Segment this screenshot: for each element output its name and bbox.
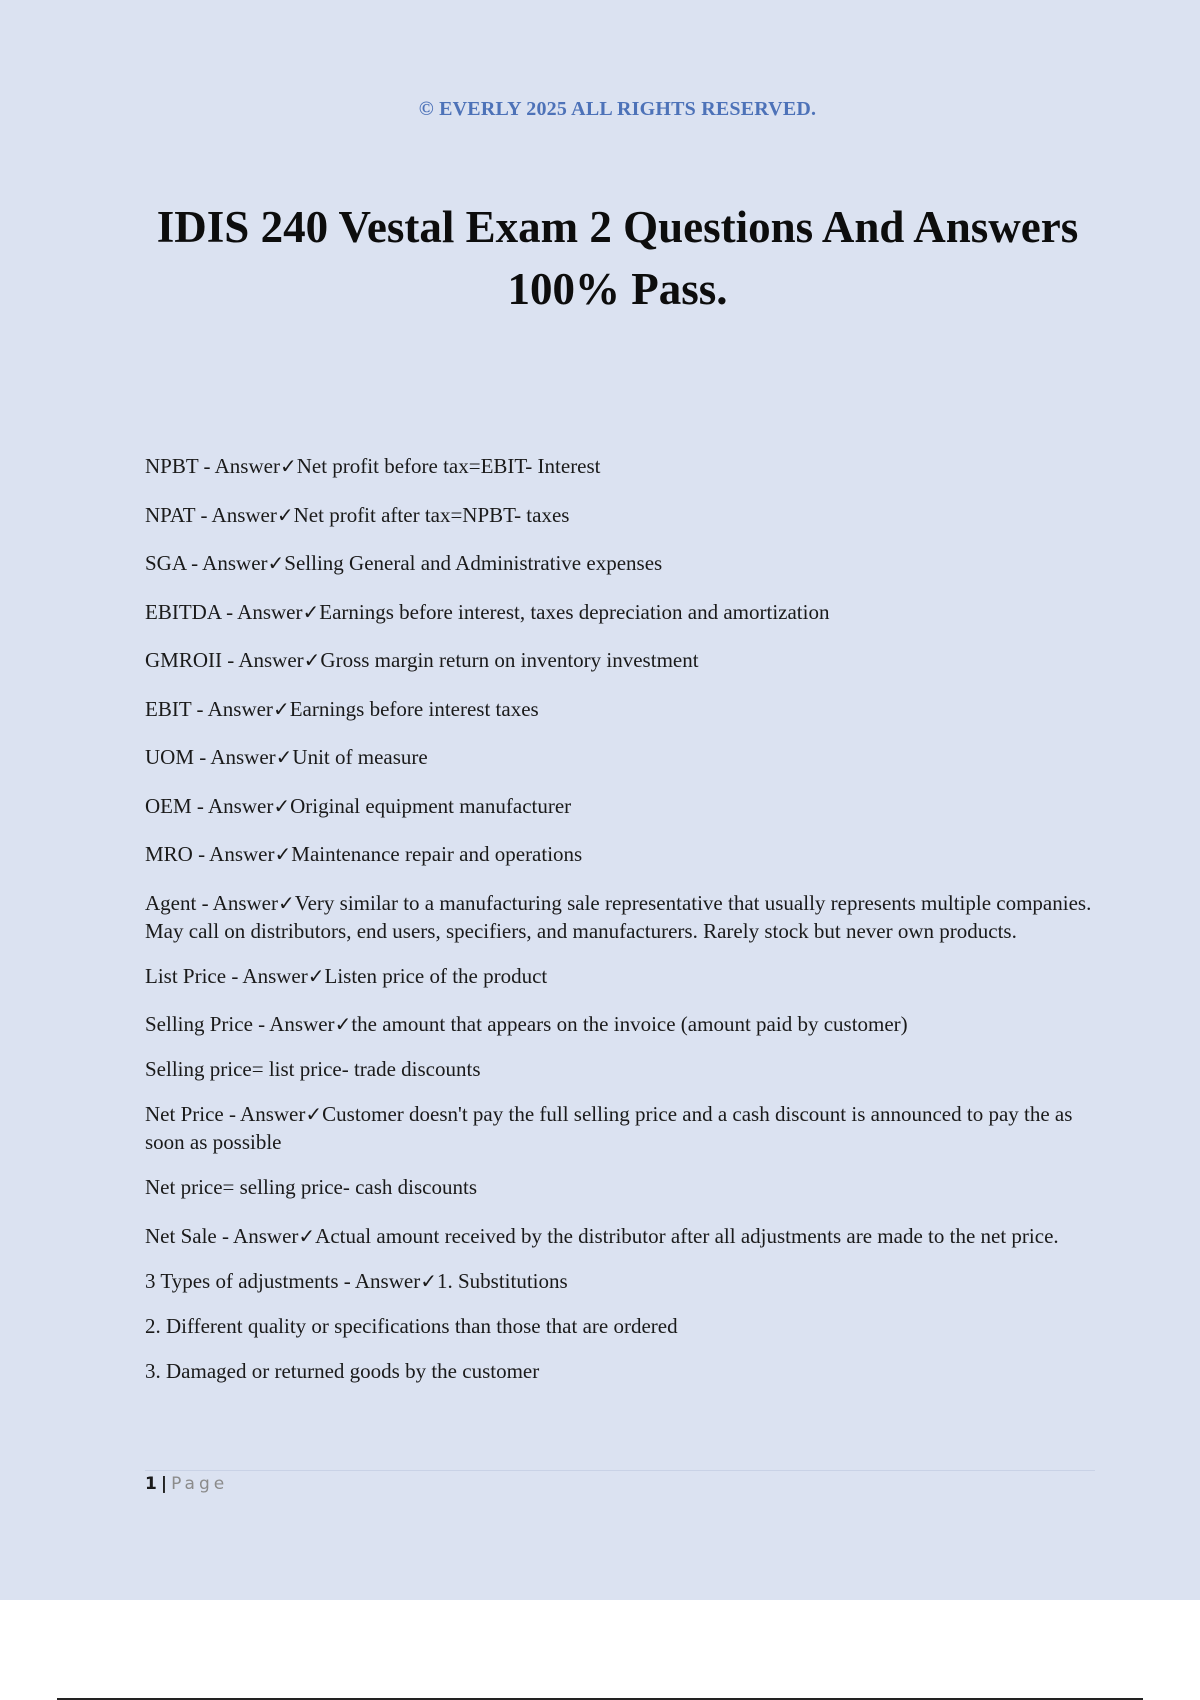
list-line: 3. Damaged or returned goods by the customer — [145, 1358, 540, 1383]
qa-item — [145, 598, 1100, 626]
qa-item — [145, 792, 1100, 820]
qa-term: MRO - Answer — [145, 842, 275, 866]
qa-answer: Net profit after tax=NPBT- taxes — [293, 502, 570, 527]
checkmark-icon: ✓ — [298, 1223, 316, 1248]
qa-item — [145, 549, 1100, 577]
qa-list — [145, 452, 1100, 1405]
qa-term: Selling Price - Answer — [145, 1012, 335, 1036]
qa-item — [145, 1267, 1100, 1295]
qa-term: OEM - Answer — [145, 793, 274, 818]
qa-item — [145, 1010, 1100, 1038]
qa-item — [145, 889, 1100, 945]
document-title: IDIS 240 Vestal Exam 2 Questions And Answers 100% Pass. — [156, 202, 1079, 314]
qa-term: EBIT - Answer — [145, 696, 273, 721]
checkmark-icon: ✓ — [302, 599, 320, 624]
qa-answer: Actual amount received by the distributor after all adjustments are made to the net price. — [315, 1223, 1059, 1248]
qa-term: 3 Types of adjustments - Answer — [145, 1268, 421, 1293]
qa-item — [145, 646, 1100, 674]
checkmark-icon: ✓ — [275, 745, 293, 769]
qa-answer: Gross margin return on inventory investment — [320, 648, 699, 672]
qa-item — [145, 743, 1100, 771]
qa-answer: Listen price of the product — [324, 963, 548, 988]
page-label: Page — [171, 1474, 229, 1494]
page-number: 1 — [145, 1474, 157, 1494]
checkmark-icon: ✓ — [274, 842, 292, 866]
qa-answer: Maintenance repair and operations — [291, 842, 583, 866]
checkmark-icon: ✓ — [276, 502, 294, 527]
page-footer — [145, 1474, 228, 1494]
qa-item — [145, 452, 1100, 480]
qa-term: GMROII - Answer — [145, 648, 304, 672]
qa-answer: Very similar to a manufacturing sale representative that usually represents multiple companies. May call on distributors, end users, specifiers, and manufacturers. Rarely stock but never own products. — [145, 890, 1092, 943]
qa-answer: 1. Substitutions — [436, 1268, 568, 1293]
qa-item — [145, 695, 1100, 723]
qa-answer: Earnings before interest, taxes depreciation and amortization — [319, 599, 830, 624]
qa-term: Net Price - Answer — [145, 1102, 306, 1126]
qa-term: NPBT - Answer — [145, 454, 280, 478]
qa-answer: Selling General and Administrative expenses — [284, 551, 663, 575]
qa-term: Net Sale - Answer — [145, 1223, 299, 1248]
qa-term: SGA - Answer — [145, 551, 268, 575]
checkmark-icon: ✓ — [307, 963, 325, 988]
checkmark-icon: ✓ — [267, 551, 285, 575]
footer-separator: | — [160, 1474, 168, 1494]
footer-divider — [145, 1470, 1095, 1471]
copyright-notice: © EVERLY 2025 ALL RIGHTS RESERVED. — [418, 98, 817, 120]
checkmark-icon: ✓ — [305, 1102, 323, 1126]
qa-item — [145, 962, 1100, 990]
qa-term: NPAT - Answer — [145, 502, 277, 527]
qa-item — [145, 1222, 1100, 1250]
qa-term: UOM - Answer — [145, 745, 276, 769]
checkmark-icon: ✓ — [334, 1012, 352, 1036]
qa-term: List Price - Answer — [145, 963, 308, 988]
qa-answer: the amount that appears on the invoice (amount paid by customer) — [351, 1012, 908, 1036]
checkmark-icon: ✓ — [279, 454, 297, 478]
formula-line: Selling price= list price- trade discounts — [145, 1057, 481, 1081]
list-line: 2. Different quality or specifications than those that are ordered — [145, 1313, 678, 1338]
qa-term: EBITDA - Answer — [145, 599, 303, 624]
qa-answer: Earnings before interest taxes — [289, 696, 539, 721]
qa-answer: Customer doesn't pay the full selling price and a cash discount is announced to pay the as soon as possible — [145, 1102, 1073, 1154]
checkmark-icon: ✓ — [273, 793, 291, 818]
qa-term: Agent - Answer — [145, 890, 278, 915]
qa-answer: Net profit before tax=EBIT- Interest — [296, 454, 601, 478]
checkmark-icon: ✓ — [277, 890, 295, 915]
checkmark-icon: ✓ — [303, 648, 321, 672]
qa-item — [145, 501, 1100, 529]
qa-answer: Original equipment manufacturer — [290, 793, 572, 818]
qa-item — [145, 840, 1100, 868]
qa-answer: Unit of measure — [292, 745, 428, 769]
checkmark-icon: ✓ — [420, 1268, 437, 1293]
qa-item — [145, 1100, 1100, 1156]
formula-line: Net price= selling price- cash discounts — [145, 1175, 477, 1199]
checkmark-icon: ✓ — [272, 696, 290, 721]
